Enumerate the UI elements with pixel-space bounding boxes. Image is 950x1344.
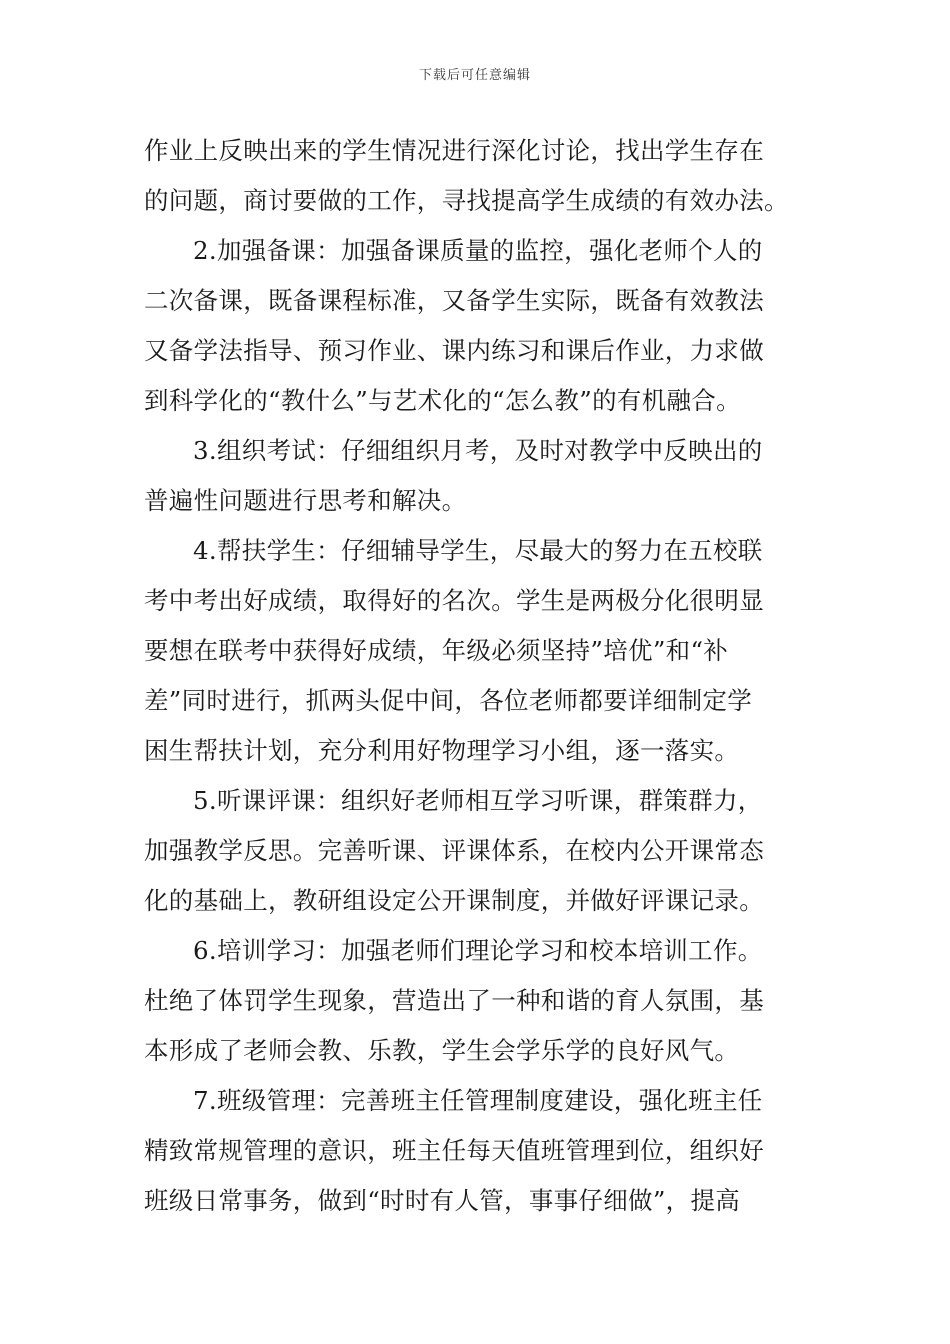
- text-line: 杜绝了体罚学生现象，营造出了一种和谐的育人氛围，基: [144, 986, 764, 1015]
- text-line: 考中考出好成绩，取得好的名次。学生是两极分化很明显: [144, 586, 764, 615]
- text-line: 二次备课，既备课程标准，又备学生实际，既备有效教法: [144, 286, 764, 315]
- text-line: 普遍性问题进行思考和解决。: [144, 486, 467, 515]
- section-heading-line: 5.听课评课：组织好老师相互学习听课，群策群力，: [193, 786, 763, 815]
- text-line: 到科学化的“教什么”与艺术化的“怎么教”的有机融合。: [144, 386, 741, 415]
- text-line: 的问题，商讨要做的工作，寻找提高学生成绩的有效办法。: [144, 186, 789, 215]
- section-heading-line: 6.培训学习：加强老师们理论学习和校本培训工作。: [193, 936, 763, 965]
- text-line: 困生帮扶计划，充分利用好物理学习小组，逐一落实。: [144, 736, 740, 765]
- text-line: 加强教学反思。完善听课、评课体系，在校内公开课常态: [144, 836, 764, 865]
- text-line: 班级日常事务，做到“时时有人管，事事仔细做”，提高: [144, 1186, 741, 1215]
- document-body: [144, 126, 806, 1226]
- section-heading-line: 4.帮扶学生：仔细辅导学生，尽最大的努力在五校联: [193, 536, 763, 565]
- section-heading-line: 3.组织考试：仔细组织月考，及时对教学中反映出的: [193, 436, 763, 465]
- text-line: 精致常规管理的意识，班主任每天值班管理到位，组织好: [144, 1136, 764, 1165]
- text-line: 要想在联考中获得好成绩，年级必须坚持”培优”和“补: [144, 636, 729, 665]
- text-line: 差”同时进行，抓两头促中间，各位老师都要详细制定学: [144, 686, 753, 715]
- section-heading-line: 2.加强备课：加强备课质量的监控，强化老师个人的: [193, 236, 763, 265]
- text-line: 本形成了老师会教、乐教，学生会学乐学的良好风气。: [144, 1036, 740, 1065]
- section-heading-line: 7.班级管理：完善班主任管理制度建设，强化班主任: [193, 1086, 763, 1115]
- text-line: 化的基础上，教研组设定公开课制度，并做好评课记录。: [144, 886, 764, 915]
- page-header: 下载后可任意编辑: [418, 68, 531, 83]
- text-line: 作业上反映出来的学生情况进行深化讨论，找出学生存在: [144, 136, 764, 165]
- text-line: 又备学法指导、预习作业、课内练习和课后作业，力求做: [144, 336, 764, 365]
